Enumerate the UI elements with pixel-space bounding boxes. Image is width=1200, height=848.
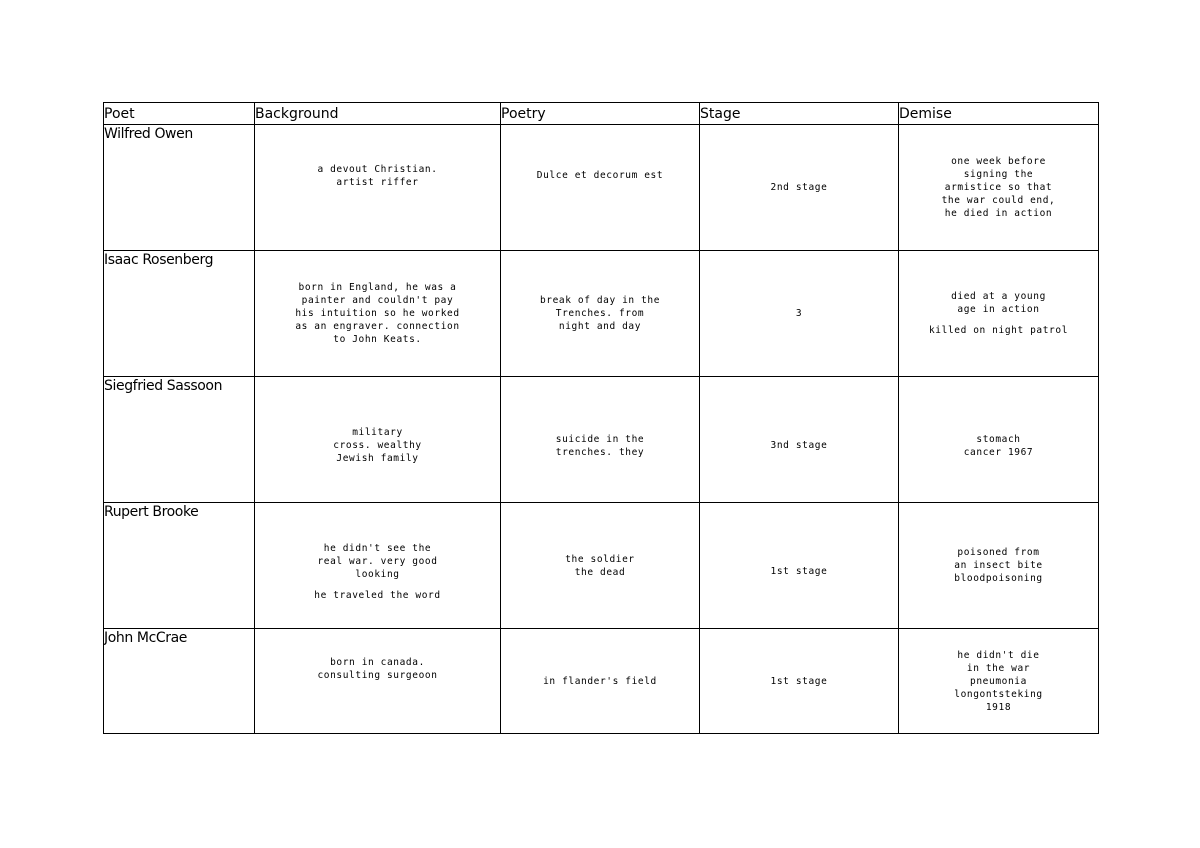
background-cell	[255, 125, 501, 251]
demise-text: killed on night patrol	[928, 325, 1069, 336]
header-background: Background	[255, 103, 501, 125]
demise-text: stomach cancer 1967	[963, 433, 1034, 458]
poetry-text: in flander's field	[543, 675, 657, 687]
demise-text: poisoned from an insect bite bloodpoisoning	[954, 547, 1043, 584]
table-row	[104, 125, 1099, 251]
header-poet: Poet	[104, 103, 255, 125]
demise-cell	[899, 377, 1099, 503]
poetry-cell	[501, 629, 700, 734]
poet-name: John McCrae	[104, 629, 255, 734]
stage-text: 3nd stage	[770, 440, 828, 451]
background-text: a devout Christian. artist riffer	[317, 163, 438, 188]
poet-name: Isaac Rosenberg	[104, 251, 255, 377]
stage-cell	[700, 629, 899, 734]
background-text: born in England, he was a painter and couldn't pay his intuition so he worked as an engraver. connection to John Keats.	[295, 282, 460, 345]
poetry-cell	[501, 125, 700, 251]
poet-name: Siegfried Sassoon	[104, 377, 255, 503]
table-row	[104, 629, 1099, 734]
stage-cell	[700, 503, 899, 629]
header-stage: Stage	[700, 103, 899, 125]
table-row	[104, 503, 1099, 629]
poet-name: Wilfred Owen	[104, 125, 255, 251]
stage-text: 1st stage	[770, 675, 828, 687]
stage-text: 2nd stage	[770, 182, 828, 193]
header-poetry: Poetry	[501, 103, 700, 125]
poetry-text: suicide in the trenches. they	[555, 433, 645, 458]
background-text: military cross. wealthy Jewish family	[333, 427, 422, 464]
demise-text: died at a young age in action	[951, 291, 1046, 315]
background-cell	[255, 629, 501, 734]
background-cell	[255, 503, 501, 629]
stage-text: 1st stage	[770, 566, 828, 577]
table-row	[104, 377, 1099, 503]
poetry-text: the soldier the dead	[565, 553, 635, 578]
demise-cell	[899, 251, 1099, 377]
poetry-cell	[501, 251, 700, 377]
poet-name: Rupert Brooke	[104, 503, 255, 629]
table-row	[104, 251, 1099, 377]
header-row	[104, 103, 1099, 125]
demise-cell	[899, 629, 1099, 734]
poetry-text: Dulce et decorum est	[536, 170, 664, 181]
stage-text: 3	[795, 308, 803, 319]
demise-text: he didn't die in the war pneumonia longontsteking 1918	[954, 649, 1043, 713]
header-demise: Demise	[899, 103, 1099, 125]
poetry-cell	[501, 503, 700, 629]
background-text: born in canada. consulting surgeoon	[317, 657, 438, 681]
background-cell	[255, 377, 501, 503]
stage-cell	[700, 251, 899, 377]
poets-table	[103, 102, 1099, 734]
demise-cell	[899, 125, 1099, 251]
background-text: he didn't see the real war. very good looking	[317, 542, 438, 580]
background-cell	[255, 251, 501, 377]
demise-text: one week before signing the armistice so that the war could end, he died in action	[941, 156, 1056, 219]
stage-cell	[700, 125, 899, 251]
demise-cell	[899, 503, 1099, 629]
background-text: he traveled the word	[314, 589, 441, 601]
poetry-text: break of day in the Trenches. from night and day	[539, 295, 661, 332]
stage-cell	[700, 377, 899, 503]
poetry-cell	[501, 377, 700, 503]
